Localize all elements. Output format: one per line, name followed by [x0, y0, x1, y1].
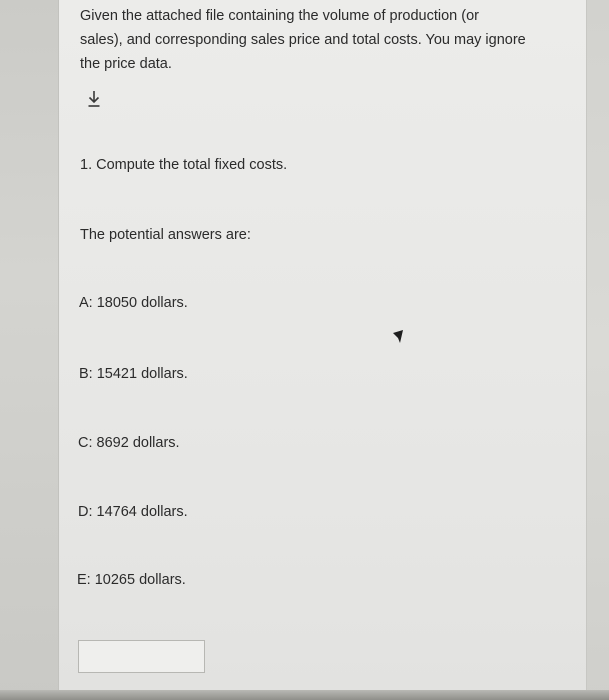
option-e: E: 10265 dollars.	[77, 572, 186, 588]
answer-input[interactable]	[78, 640, 205, 673]
question-text: 1. Compute the total fixed costs.	[80, 157, 288, 173]
photo-left-margin	[0, 0, 58, 700]
photo-right-margin	[587, 0, 609, 700]
option-a: A: 18050 dollars.	[79, 295, 188, 311]
download-icon[interactable]	[86, 89, 102, 109]
intro-line-1: Given the attached file containing the volume of production (or	[80, 8, 479, 24]
option-c: C: 8692 dollars.	[78, 435, 180, 451]
intro-line-3: the price data.	[80, 56, 172, 72]
mouse-cursor-icon	[392, 330, 404, 344]
answers-intro: The potential answers are:	[80, 227, 251, 243]
intro-line-2: sales), and corresponding sales price and total costs. You may ignore	[80, 32, 526, 48]
question-panel	[58, 0, 587, 700]
option-d: D: 14764 dollars.	[78, 504, 188, 520]
photo-bottom-edge	[0, 690, 609, 700]
question-intro	[80, 4, 570, 76]
option-b: B: 15421 dollars.	[79, 366, 188, 382]
